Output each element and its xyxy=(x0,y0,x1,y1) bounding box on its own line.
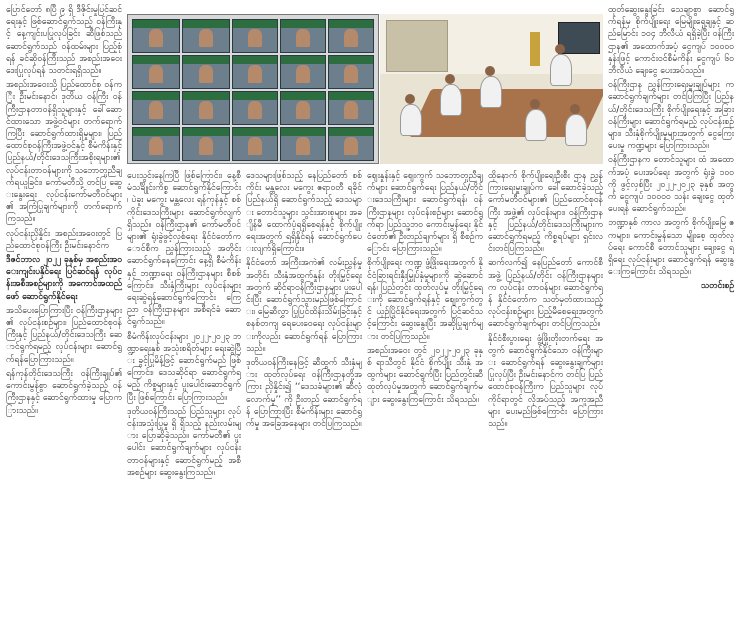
paragraph: ဈေးနှုန်းနှင့် ဈေးကွက် သဘောတူညီချက်များ ဆောင်ရွက်ရေး ပြည်နယ်/တိုင်းဒေသကြီးများ ဆောင်ရွက်ရန်၊ ဝန်ကြီးဌာနများ လုပ်ငန်းစဉ်များ ဆောင်ရွက်ရာ ပြည်သူ့ဘဝ ကောင်းမွန်ရေး နိုင်ငံတော်၏ ဦးတည်ချက်များ ရှိ စီစဉ်ကြောင်း ပြောကြားသည်။ xyxy=(367,171,483,255)
byline: သတင်းစဉ် xyxy=(700,281,734,292)
paragraph: စိုက်ပျိုးရေး ကဏ္ဍ ဖွံ့ဖြိုးရေးအတွက် နိုင်ငံခြားရင်းနှီးမြှုပ်နှံမှုများကို ဆွဲဆောင်ရန်၊ ပြည်တွင်း ထုတ်လုပ်မှု တိုးမြှင့်ရေးကို ဆောင်ရွက်ရန်နှင့် စျေးကွက်တွင် ယှဉ်ပြိုင်နိုင်ရေးအတွက် ပြင်ဆင်သင့်ကြောင်း ဆွေးနွေးပြီး အဆိုပြုချက်များ တင်ပြကြသည်။ xyxy=(367,258,483,342)
paragraph: ဒုတိယဝန်ကြီးသည် ပြည်သူများ လုပ်ငန်းအသုံးပြုမှု ရှိ ရှိသည့် နည်းလမ်းများ ပြောဆိုခဲ့သည်။ ကော်မတီ၏ ပူးပေါင်း ဆောင်ရွက်ချက်များ လုပ်ငန်းတာဝန်များနှင့် ဆောင်ရွက်မည့် အစီအစဉ်များ ဆွေးနွေးကြသည်။ xyxy=(127,406,241,478)
article-column-3 xyxy=(246,170,362,638)
paragraph: နိုင်ငံတော် အကြီးအကဲ၏ လမ်းညွှန်မှုအတိုင်း သီးနှံအထွက်နှုန်း တိုးမြှင့်ရေးအတွက် ဆိုင်ရာဝန်ကြီးဌာနများ ပူးပေါင်းပြီး ဆောင်ရွက်သွားမည်ဖြစ်ကြောင်း၊ မြေဆီလွှာ ပြုပြင်ထိန်းသိမ်းခြင်းနှင့် စနစ်တကျ ရေပေးဝေရေး လုပ်ငန်းများကိုလည်း ဆောင်ရွက်ရန် ပြောကြားသည်။ xyxy=(246,258,362,354)
paragraph: ဝန်ကြီးဌာန ညွှန်ကြားရေးမှူးချုပ်များ က ဆောင်ရွက်ချက်များ တင်ပြကြပြီး ပြည်နယ်/တိုင်းဒေသကြီး စိုက်ပျိုးရေးနှင့် အခြားဝန်ကြီးများ ဆောင်ရွက်ရမည့် လုပ်ငန်းစဉ်များ၊ သီးနှံစိုက်ပျိုးမှုများအတွက် ငွေကြေး ပေးမှု ကဏ္ဍများ ပြောကြားသည်။ xyxy=(608,80,734,152)
article-column-1 xyxy=(6,4,122,638)
paragraph: ဒုတိယဝန်ကြီးနေဖြင့် ဆီထွက် သီးနှံများ ထုတ်လုပ်ရေး ဝန်ကြီးဌာနတို့အကြား ညှိနှိုင်း၍ ‘‘ဒေသခံများ၏ ဆီလုံလောက်မှု’’ ကို ဦးတည် ဆောင်ရွက်ရန် ပြောကြားပြီး စီမံကိန်းများ ဆောင်ရွက်မှု အခြေအနေများ တင်ပြကြသည်။ xyxy=(246,358,362,430)
video-conference-photo xyxy=(127,14,379,164)
article-column-5 xyxy=(488,170,603,638)
paragraph: ဝန်ကြီးဌာနက တောင်သူများ ထံ အထောက်အပံ့ ပေးအပ်ရေး အတွက် ရုံးခွဲ ၁၀၀ ကို ဖွင့်လှစ်ပြီး ၂၀၂၂-၂၀၂၃ ခုနှစ် အတွက် ငွေကျပ် ၁၀၀၀၀ သန်း ချေးငွေ ထုတ်ပေးရန် ဆောင်ရွက်သည်။ xyxy=(608,155,734,215)
highlighted-statement: ဒီဇင်ဘာလ ၂၀၂၂ ခုနှစ်မှ အစည်းအဝေးကျင်းပနိုင်ရေး ပြင်ဆင်ရန် လုပ်ငန်းအစီအစဉ်များကို အကောင်အထည်ဖော် ဆောင်ရွက်နိုင်ရေး xyxy=(6,255,122,302)
paragraph: ဘဏ္ဍာနှစ် ကာလ အတွက် စိုက်ပျိုးမြေ ဧကများ၊ ကောင်းမွန်သော မျိုးစေ့ ထုတ်လုပ်ရေး ကောင်စီ တောင်သူများ ချေးငွေ ရရှိရေး လုပ်ငန်းများ ဆောင်ရွက်ရန် ဆွေးနွေးကြကြောင်း သိရသည်။ xyxy=(608,218,734,278)
paragraph: ပေးသွင်းနေကြပြီ ဖြစ်ကြောင်း၊ နေ့စီမံသင်္ချိုင်းကိစ္စ ဆောင်ရွက်နိုင်ကြောင်း၊ ပဲခူး မကွေး မန္တလေး ရန်ကုန်နှင့် စစ်ကိုင်းဒေသကြီးများ ဆောင်ရွက်လျက်ရှိသည်။ ဝန်ကြီးဌာန၏ ကော်မတီဝင်များ၏ ရုံးခွဲဖွင့်လှစ်ရေး နိုင်ငံတော်ကောင်စီက ညွှန်ကြားသည့် အတိုင်း ဆောင်ရွက်နေကြောင်း နေ့ရှိ စီမံကိန်းနှင့် ဘဏ္ဍာရေး ဝန်ကြီးဌာနများ စီစစ်ကြောင်း၊ သီးနှံကြီးများ လုပ်ငန်းများ ရေးဆွဲရန်ဆောင်ရွက်ကြောင်း ကြေညာ ဝန်ကြီးဌာနများ အစီရင်ခံ ဆောင်ရွက်သည်။ xyxy=(127,171,241,328)
article-column-4 xyxy=(367,170,483,638)
paragraph: ဆက်လက်၍ နေပြည်တော် ကောင်စီအဖွဲ့ ပြည်နယ်/တိုင်း ဝန်ကြီးဌာနများက လုပ်ငန်း တာဝန်များ ဆောင်ရွက်ရန် နိုင်ငံတော်က သတ်မှတ်ထားသည့် လုပ်ငန်းစဉ်များ ပြည့်မီစေရေးအတွက် ဆောင်ရွက်ချက်များ တင်ပြကြသည်။ xyxy=(488,258,603,330)
paragraph: စီမံကိန်းလုပ်ငန်းများ ၂၀၂၂-၂၀၂၃ ဘဏ္ဍာရေးနှစ် အသုံးစရိတ်များ ရေးဆွဲပြီး ခွင့်ပြုမိန့်ဖြင့် ဆောင်ရွက်မည် ဖြစ်ကြောင်း၊ ဒေသဆိုင်ရာ ဆောင်ရွက်ရမည့် ကိစ္စများနှင့် ပူးပေါင်းဆောင်ရွက်ပြီး ဖြစ်ကြောင်း ပြောကြားသည်။ xyxy=(127,331,241,403)
paragraph: ပြောင်တော် ၈ပြီ ၉ ရှိ ဒီဇိုင်းမှုပြင်ဆင်ရေးနှင့် ဖြစ်ဆောင်ရွက်သည့် ဝန်ကြီးနှင့် နေ့ကျင်းပပြုလုပ်ခြင်း ဆီဖြစ်သည် ဆောင်ရွက်သည် ဝန်ထမ်းများ ပြည့်စုံရန် ခင်ဆိုဝန်ကြီးသည် အစည်းအဝေး ဒေးပြုလုပ်ရန် သတင်းရရှိသည်။ xyxy=(6,5,122,77)
paragraph: ရန်ကုန်တိုင်းဒေသကြီး ဝန်ကြီးချုပ်၏ ကောင်းမွန်စွာ ဆောင်ရွက်ခဲ့သည့် ဝန်ကြီးဌာနနှင့် ဆောင်ရွက်ထားမှု ပြောကြားသည်။ xyxy=(6,368,122,416)
photo-strip xyxy=(127,14,603,164)
article-column-6 xyxy=(608,4,734,638)
paragraph: လုပ်ငန်းညှိနှိုင်း အစည်းအဝေးတွင် ပြည်ထောင်စုဝန်ကြီး ဦးမင်းနောင်က xyxy=(6,228,122,251)
paragraph: အစည်းအဝေးသို့ ပြည်ထောင်စု ဝန်ကြီး ဦးမင်းနောင်၊ ဒုတိယ ဝန်ကြီး ဝန်ကြီးဌာနတာဝန်ရှိသူများနှင့် ခေါ်ဆောင်ထားသော အဖွဲ့ဝင်များ တက်ရောက်ကြပြီး ဆောင်ရွက်ထားရှိမှုများ၊ ပြည်ထောင်စုဝန်ကြီးအဖွဲ့ဝင်နှင့် စီမံကိန်းနှင့် ပြည်နယ်/တိုင်းဒေသကြီးအစိုးရများ၏ လုပ်ငန်းတာဝန်များကို သဘောတူညီချက်ရယူခြင်း၊ ကော်မတီသို့ တင်ပြ ဆွေးနွေးရေး လုပ်ငန်းကော်မတီဝင်များ၏ အကြံပြုချက်များကို တက်ရောက်ကြသည်။ xyxy=(6,80,122,225)
meeting-room-photo xyxy=(380,14,603,164)
paragraph: ထိုနောက် စိုက်ပျိုးရေးဦးစီး ဌာန ညွှန်ကြားရေးမှူးချုပ်က ခေါ်ဆောင်ခဲ့သည့် ကော်မတီဝင်များ၏ ပြည်ထောင်စုဝန်ကြီး အဖွဲ့၏ လုပ်ငန်းများ၊ ဝန်ကြီးဌာနနှင့် ပြည်နယ်/တိုင်းဒေသကြီးများက ဆောင်ရွက်ရမည့် ကိစ္စရပ်များ ရှင်းလင်းတင်ပြကြသည်။ xyxy=(488,171,603,255)
paragraph: နိုင်ငံစီးပွားရေး ဖွံ့ဖြိုးတိုးတက်ရေး အတွက် ဆောင်ရွက်နိုင်သော ဝန်ကြီးများ ဆောင်ရွက်ရန် ဆွေးနွေးချက်များ ပြုလုပ်ပြီး ဦးမင်းနောင်က တင်ပြ ပြည်ထောင်စုဝန်ကြီးက ပြည်သူများ လုပ်ကိုင်ရာတွင် လိုအပ်သည့် အကူအညီများ ပေးမည်ဖြစ်ကြောင်း ပြောကြားသည်။ xyxy=(488,333,603,430)
paragraph: အသိပေးပြောကြားပြီး ဝန်ကြီးဌာနများ၏ လုပ်ငန်းစဉ်များ၊ ပြည်ထောင်စုဝန်ကြီးနှင့် ပြည်နယ်/တိုင်းဒေသကြီး ဆောင်ရွက်ရမည့် လုပ်ငန်းများ ဆောင်ရွက်ရန်ပြောကြားသည်။ xyxy=(6,305,122,365)
paragraph: အစည်းအဝေး တွင် ၂၀၂၂-၂၀၂၃ ခုနှစ် ရာသီတွင် နိုင်ငံ စိုက်ပျိုး သီးနှံ အထွက်များ ဆောင်ရွက်ပြီး ပြည်တွင်းဆီ ထုတ်လုပ်မှုအတွက် ဆောင်ရွက်ချက်များ ဆွေးနွေးကြကြောင်း သိရသည်။ xyxy=(367,345,483,405)
article-column-2 xyxy=(127,170,241,638)
paragraph: ထုတ်ဆွေးနွေးခြင်း သေချာစွာ ဆောင်ရွက်ရန်မှ စိုက်ပျိုးရေး မြေမျိုးရှေ့ချနှင့် ဆည်မြောင်း ၁၀၄ ဘီလီယံ ရရှိခဲ့ပြီး ဝန်ကြီးဌာန၏ အထောက်အပံ့ ငွေကျပ် ၁၀၀၀၀ နှန်းဖြင့် ကောင်းဝင်စီမံကိန်း ငွေကျပ် ၆၀ ဘီလီယံ ချေးငွေ ပေးအပ်သည်။ xyxy=(608,5,734,77)
paragraph: ဒေသများဖြစ်သည့် နေပြည်တော် စစ်ကိုင်း မန္တလေး မကွေး ဧရာဝတီ ရခိုင်ပြည်နယ်ရှိ ဆောင်ရွက်သည့် ဒေသများ တောင်သူများ သွင်းအားစုများ အချိန်မီ ထောက်ပံ့ရရှိစေရန်နှင့် စိုက်ပျိုးရေးအတွက် ရရှိနိုင်ရန် ဆောင်ရွက်ပေးလျက်ရှိကြောင်း။ xyxy=(246,171,362,255)
